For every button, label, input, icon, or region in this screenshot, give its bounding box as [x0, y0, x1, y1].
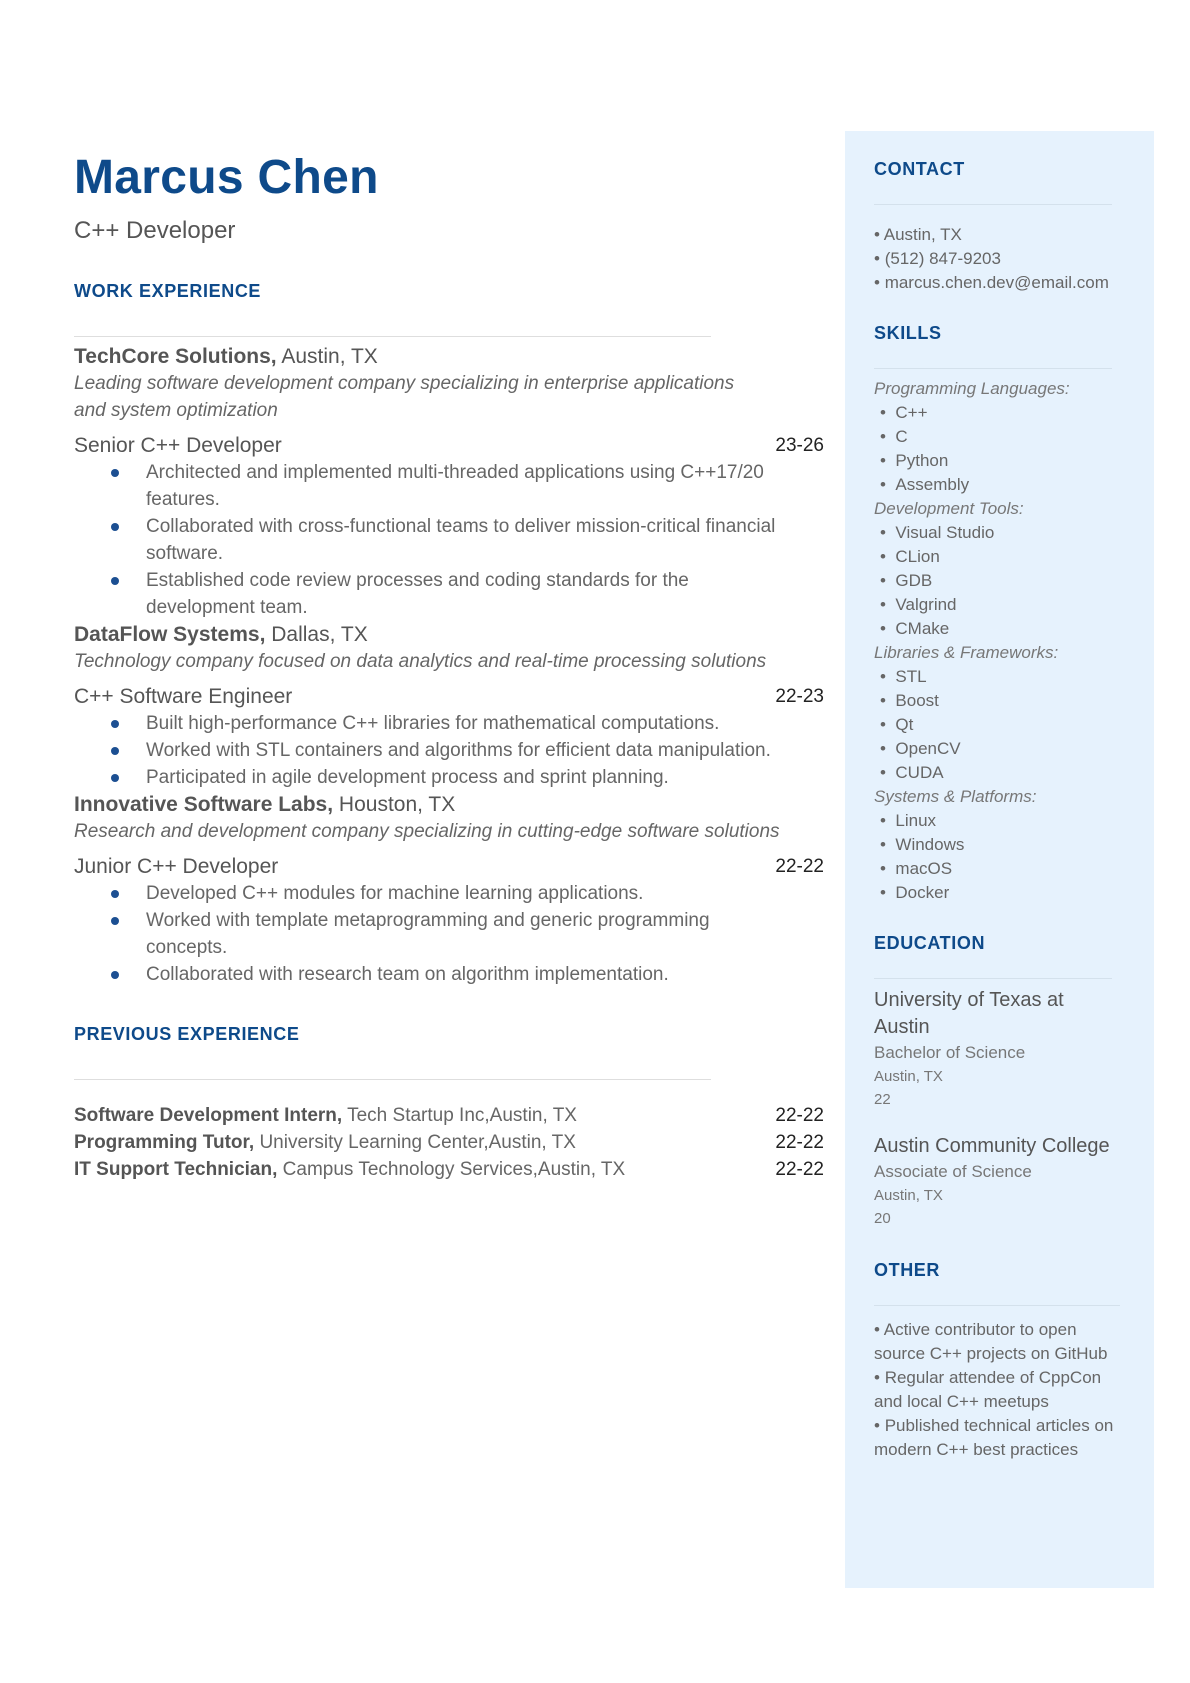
work-experience-title: WORK EXPERIENCE	[74, 281, 262, 302]
edu-location: Austin, TX	[874, 1187, 943, 1204]
job-position: C++ Software Engineer	[74, 685, 293, 709]
list-item: Developed C++ modules for machine learning applications.	[110, 880, 790, 907]
list-item: Worked with STL containers and algorithms for efficient data manipulation.	[110, 737, 830, 764]
prev-role: Software Development Intern,	[74, 1105, 343, 1127]
section-divider	[874, 368, 1112, 369]
skill-item: • Valgrind	[880, 595, 957, 614]
job-company: Innovative Software Labs,	[74, 793, 334, 817]
prev-date: 22-22	[775, 1159, 824, 1181]
job-bullets	[110, 880, 790, 988]
edu-degree: Associate of Science	[874, 1162, 1032, 1181]
job-company: DataFlow Systems,	[74, 623, 266, 647]
other-item: • Regular attendee of CppCon and local C++ meetups	[874, 1368, 1102, 1411]
job-position-row	[74, 432, 824, 459]
skill-group-label: Development Tools:	[874, 499, 1024, 518]
education-entry	[874, 987, 1154, 1111]
other-item: • Published technical articles on modern C++ best practices	[874, 1416, 1114, 1459]
job-date: 22-23	[775, 686, 824, 708]
other-item: • Active contributor to open source C++ projects on GitHub	[874, 1320, 1108, 1363]
edu-year: 22	[874, 1091, 891, 1108]
section-divider	[874, 204, 1112, 205]
list-item: Built high-performance C++ libraries for mathematical computations.	[110, 710, 830, 737]
edu-location: Austin, TX	[874, 1068, 943, 1085]
job-position: Senior C++ Developer	[74, 434, 282, 458]
skill-item: • Qt	[880, 715, 914, 734]
skills-title: SKILLS	[874, 323, 942, 343]
prev-role: Programming Tutor,	[74, 1132, 255, 1154]
skill-group-label: Programming Languages:	[874, 379, 1070, 398]
contact-phone: (512) 847-9203	[884, 249, 1001, 268]
skill-item: • Linux	[880, 811, 937, 830]
candidate-role: C++ Developer	[74, 217, 236, 245]
skill-item: • Python	[880, 451, 949, 470]
skill-group-label: Libraries & Frameworks:	[874, 643, 1059, 662]
previous-experience-list	[74, 1102, 824, 1183]
skill-item: • CMake	[880, 619, 950, 638]
job-entry	[74, 343, 824, 621]
skill-item: • GDB	[880, 571, 933, 590]
list-item: Worked with template metaprogramming and generic programming concepts.	[110, 907, 790, 961]
skill-item: • CLion	[880, 547, 940, 566]
edu-degree: Bachelor of Science	[874, 1043, 1026, 1062]
job-date: 22-22	[775, 856, 824, 878]
other-title: OTHER	[874, 1260, 940, 1280]
section-divider	[74, 1079, 711, 1080]
job-position: Junior C++ Developer	[74, 855, 279, 879]
contact-item: • Austin, TX	[874, 225, 962, 244]
list-item: Collaborated with cross-functional teams to deliver mission-critical financial software.	[110, 513, 790, 567]
contact-item: • (512) 847-9203	[874, 249, 1001, 268]
job-bullets	[110, 459, 790, 621]
job-position-row	[74, 683, 824, 710]
skills-list	[874, 377, 1154, 905]
skill-item: • macOS	[880, 859, 953, 878]
prev-org: Tech Startup Inc,Austin, TX	[347, 1105, 577, 1127]
job-company-line	[74, 621, 824, 648]
prev-org: University Learning Center,Austin, TX	[259, 1132, 576, 1154]
contact-email: marcus.chen.dev@email.com	[884, 273, 1109, 292]
skill-item: • Windows	[880, 835, 965, 854]
section-divider	[874, 978, 1112, 979]
skill-item: • C	[880, 427, 908, 446]
prev-org: Campus Technology Services,Austin, TX	[282, 1159, 626, 1181]
section-divider	[74, 336, 711, 337]
sidebar	[845, 131, 1154, 1588]
job-description: Research and development company specializing in cutting-edge software solutions	[74, 821, 780, 843]
job-description: Technology company focused on data analytics and real-time processing solutions	[74, 651, 767, 673]
skill-item: • Visual Studio	[880, 523, 995, 542]
job-location: Houston, TX	[338, 793, 456, 817]
job-company-line	[74, 791, 824, 818]
other-list	[874, 1318, 1122, 1462]
prev-date: 22-22	[775, 1105, 824, 1127]
list-item	[74, 1129, 824, 1156]
previous-experience-title: PREVIOUS EXPERIENCE	[74, 1024, 300, 1045]
contact-location: Austin, TX	[883, 225, 962, 244]
job-entry	[74, 791, 824, 988]
list-item: Collaborated with research team on algorithm implementation.	[110, 961, 790, 988]
list-item: Architected and implemented multi-threaded applications using C++17/20 features.	[110, 459, 790, 513]
skill-item: • Boost	[880, 691, 939, 710]
skill-item: • CUDA	[880, 763, 944, 782]
contact-list	[874, 223, 1154, 295]
job-company: TechCore Solutions,	[74, 345, 277, 369]
prev-date: 22-22	[775, 1132, 824, 1154]
job-position-row	[74, 853, 824, 880]
list-item	[74, 1102, 824, 1129]
skill-item: • OpenCV	[880, 739, 961, 758]
main-column	[74, 150, 824, 1183]
list-item	[74, 1156, 824, 1183]
skill-item: • C++	[880, 403, 928, 422]
job-description: Leading software development company specializing in enterprise applications and system optimization	[74, 373, 735, 422]
contact-item: • marcus.chen.dev@email.com	[874, 273, 1109, 292]
contact-title: CONTACT	[874, 159, 965, 179]
edu-year: 20	[874, 1210, 891, 1227]
job-location: Dallas, TX	[271, 623, 368, 647]
section-divider	[874, 1305, 1120, 1306]
edu-school: University of Texas at Austin	[874, 989, 1064, 1038]
skill-item: • Assembly	[880, 475, 970, 494]
list-item: Established code review processes and coding standards for the development team.	[110, 567, 790, 621]
skill-group-label: Systems & Platforms:	[874, 787, 1037, 806]
edu-school: Austin Community College	[874, 1135, 1110, 1157]
education-entry	[874, 1133, 1154, 1230]
education-title: EDUCATION	[874, 933, 986, 953]
job-company-line	[74, 343, 824, 370]
job-entry	[74, 621, 824, 791]
list-item: Participated in agile development process and sprint planning.	[110, 764, 830, 791]
job-date: 23-26	[775, 435, 824, 457]
job-location: Austin, TX	[281, 345, 378, 369]
skill-item: • Docker	[880, 883, 950, 902]
candidate-name: Marcus Chen	[74, 151, 379, 204]
prev-role: IT Support Technician,	[74, 1159, 278, 1181]
job-bullets	[110, 710, 830, 791]
skill-item: • STL	[880, 667, 927, 686]
